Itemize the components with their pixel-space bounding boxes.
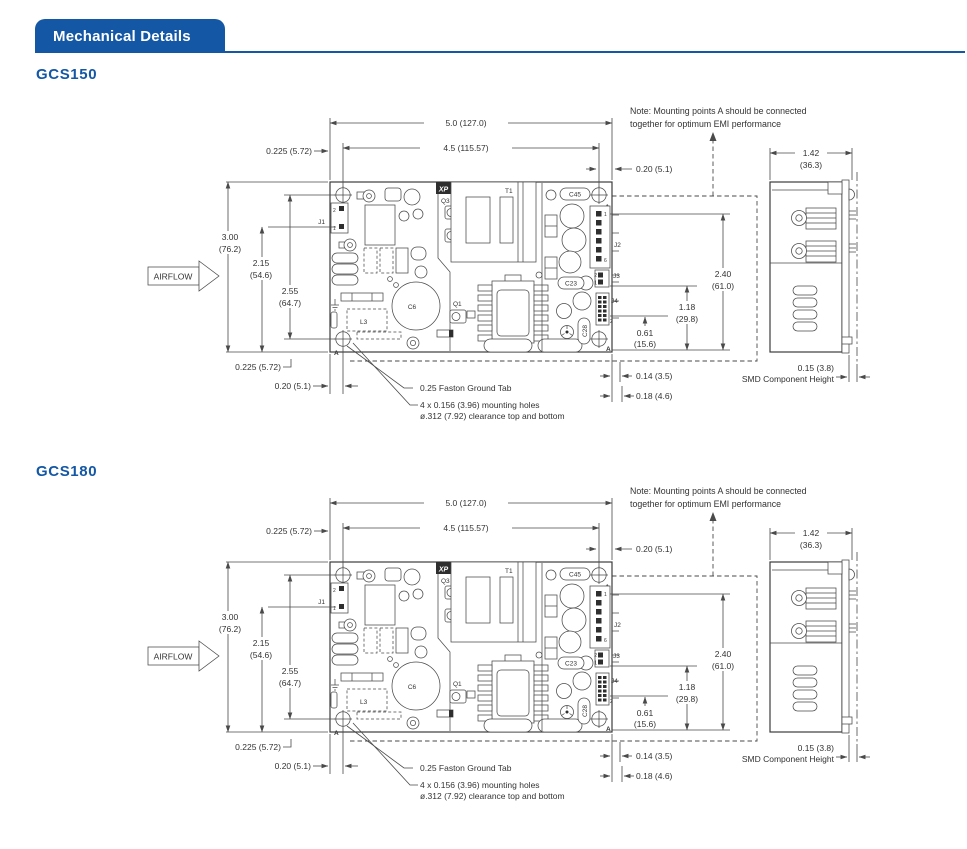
section-banner-title: Mechanical Details [53,27,191,45]
drawing-gcs180 [148,486,870,801]
drawing-gcs150 [148,106,870,421]
model-title-gcs150: GCS150 [36,66,98,83]
model-title-gcs180: GCS180 [36,463,98,480]
